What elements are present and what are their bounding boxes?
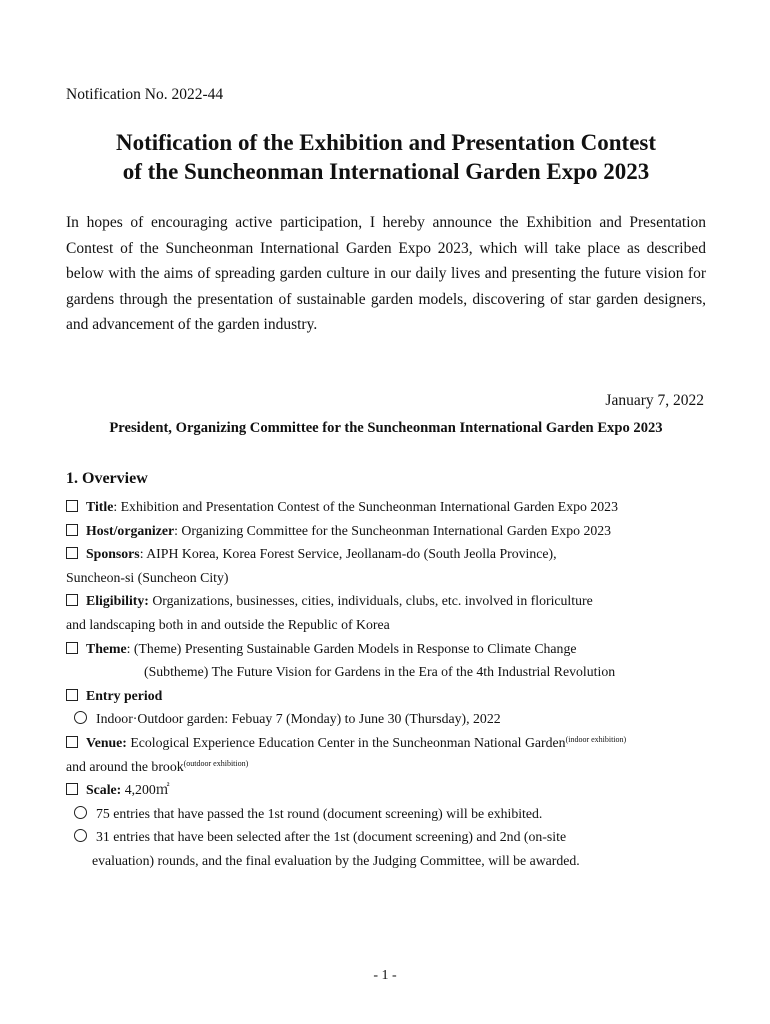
checkbox-square-icon <box>66 642 78 654</box>
item-label: Host/organizer <box>86 522 175 538</box>
checkbox-square-icon <box>66 736 78 748</box>
item-scale-detail-2-continued: evaluation) rounds, and the final evaluation by the Judging Committee, will be awarded. <box>92 852 580 868</box>
notice-date: January 7, 2022 <box>605 392 704 409</box>
checkbox-square-icon <box>66 689 78 701</box>
title-line-1: Notification of the Exhibition and Presentation Contest <box>115 130 657 155</box>
item-label: Eligibility: <box>86 593 149 609</box>
item-theme <box>66 637 706 661</box>
notification-number: Notification No. 2022-44 <box>66 86 224 103</box>
document-title <box>66 128 706 186</box>
item-value: Ecological Experience Education Center in the Suncheonman National Garden <box>126 734 566 750</box>
item-label: Sponsors <box>86 546 140 562</box>
item-label: Venue: <box>86 734 127 750</box>
item-value: and around the brook <box>66 758 184 774</box>
item-scale <box>66 778 706 802</box>
item-value: 75 entries that have passed the 1st round (document screening) will be exhibited. <box>96 805 543 821</box>
checkbox-square-icon <box>66 783 78 795</box>
item-value: 31 entries that have been selected after the 1st (document screening) and 2nd (on-site <box>96 829 567 845</box>
overview-items <box>66 495 706 873</box>
item-value: : Organizing Committee for the Suncheonman International Garden Expo 2023 <box>174 522 612 538</box>
venue-superscript-indoor: (indoor exhibition) <box>565 734 627 744</box>
item-eligibility <box>66 589 706 613</box>
item-scale-detail-1 <box>66 802 706 826</box>
item-value: Indoor·Outdoor garden: Febuay 7 (Monday) to June 30 (Thursday), 2022 <box>96 711 501 727</box>
circle-bullet-icon <box>74 806 87 819</box>
item-sponsors <box>66 542 706 566</box>
signer-line: President, Organizing Committee for the Suncheonman International Garden Expo 2023 <box>109 420 663 436</box>
item-label: Scale: <box>86 782 122 798</box>
page-number: - 1 - <box>373 968 397 983</box>
checkbox-square-icon <box>66 500 78 512</box>
item-label: Title <box>86 499 114 514</box>
item-label: Entry period <box>86 687 163 703</box>
item-value: : AIPH Korea, Korea Forest Service, Jeollanam-do (South Jeolla Province), <box>139 546 557 562</box>
item-entry-period-detail <box>66 707 706 731</box>
item-venue <box>66 731 706 755</box>
venue-superscript-outdoor: (outdoor exhibition) <box>183 758 249 768</box>
circle-bullet-icon <box>74 829 87 842</box>
item-scale-detail-2 <box>66 825 706 849</box>
item-value: 4,200㎡ <box>121 782 170 798</box>
checkbox-square-icon <box>66 547 78 559</box>
item-entry-period <box>66 684 706 708</box>
item-venue-continued <box>66 755 706 779</box>
checkbox-square-icon <box>66 524 78 536</box>
item-value: : (Theme) Presenting Sustainable Garden Models in Response to Climate Change <box>126 640 577 656</box>
item-value: Organizations, businesses, cities, individuals, clubs, etc. involved in floriculture <box>148 593 593 609</box>
item-subtheme: (Subtheme) The Future Vision for Gardens in the Era of the 4th Industrial Revolution <box>144 664 616 680</box>
item-title <box>66 495 706 519</box>
circle-bullet-icon <box>74 711 87 724</box>
checkbox-square-icon <box>66 594 78 606</box>
item-label: Theme <box>86 640 127 656</box>
intro-paragraph: In hopes of encouraging active participation, I hereby announce the Exhibition and Presentation Contest of the Suncheonman International Garden Expo 2023, which will take place as described below with the aims of spreading garden culture in our daily lives and presenting the future vision for gardens through the presentation of sustainable garden models, discovering of star garden designers, and advancement of the garden industry. <box>66 214 706 334</box>
item-sponsors-continued: Suncheon-si (Suncheon City) <box>66 569 229 585</box>
title-line-2: of the Suncheonman International Garden Expo 2023 <box>122 159 650 184</box>
item-host <box>66 519 706 543</box>
section-heading-overview: 1. Overview <box>66 470 148 487</box>
item-value: : Exhibition and Presentation Contest of the Suncheonman International Garden Expo 2023 <box>113 499 618 514</box>
item-eligibility-continued: and landscaping both in and outside the Republic of Korea <box>66 616 390 632</box>
